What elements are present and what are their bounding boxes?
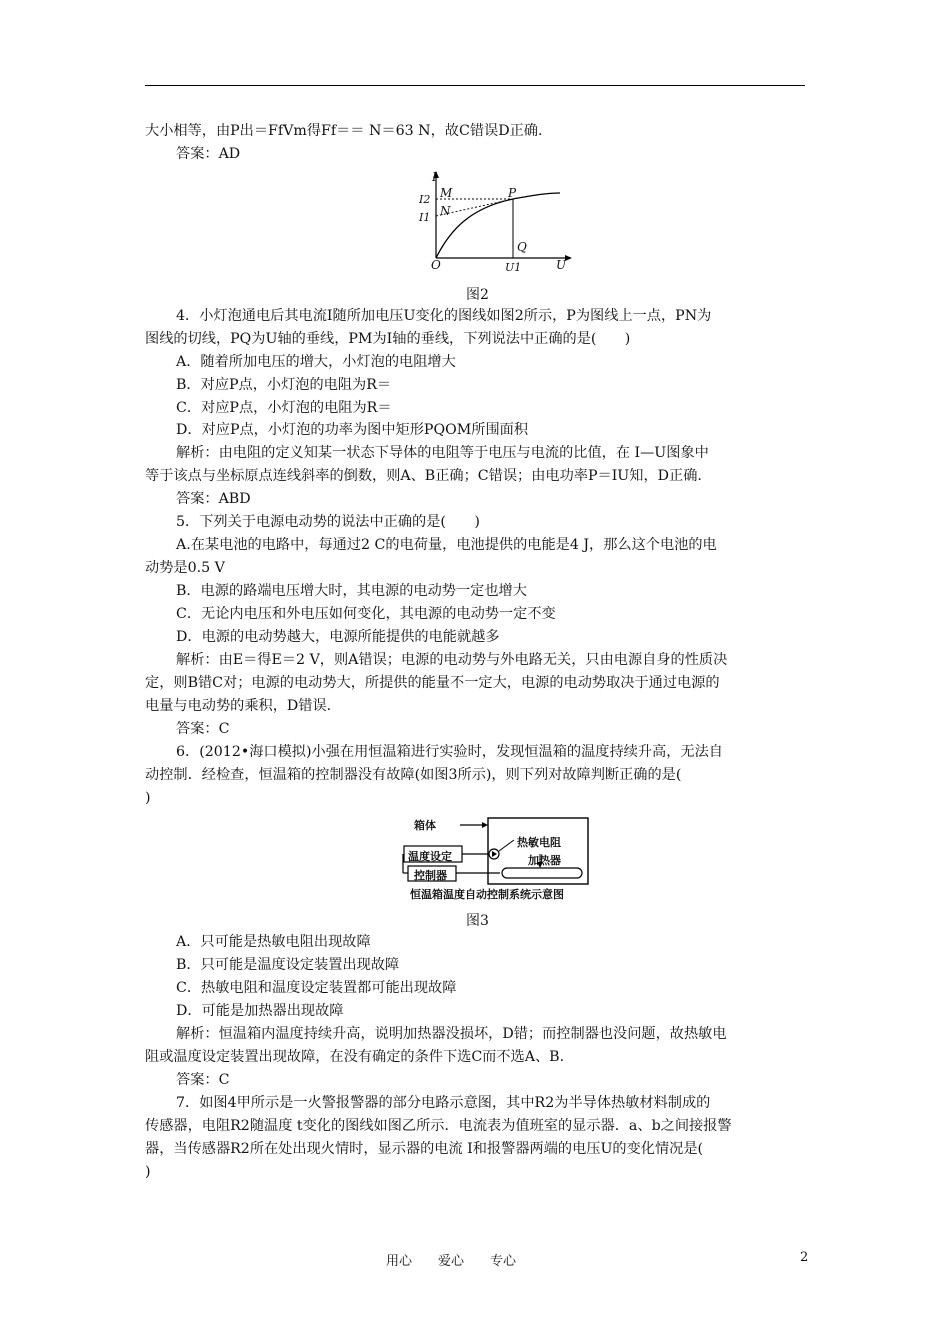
- text-line: D．电源的电动势越大，电源所能提供的电能就越多: [176, 629, 500, 645]
- fig2-label-o: O: [431, 258, 441, 272]
- text-line: 答案：ABD: [176, 491, 251, 507]
- page-number: 2: [800, 1250, 809, 1265]
- text-line: 传感器，电阻R2随温度 t变化的图线如图乙所示．电流表为值班室的显示器．a、b之间接报警: [145, 1118, 732, 1134]
- text-line: 解析：由E＝得E＝2 V，则A错误；电源的电动势与外电路无关，只由电源自身的性质决: [176, 652, 728, 668]
- text-line: C．无论内电压和外电压如何变化，其电源的电动势一定不变: [176, 606, 556, 622]
- header-rule: [145, 85, 805, 86]
- text-line: 答案：AD: [176, 146, 241, 162]
- text-line: A．随着所加电压的增大，小灯泡的电阻增大: [176, 354, 456, 370]
- fig2-label-u: U: [556, 258, 567, 272]
- fig2-label-i1: I1: [419, 211, 431, 224]
- text-line: 解析：恒温箱内温度持续升高，说明加热器没损坏，D错；而控制器也没问题，故热敏电: [176, 1026, 727, 1042]
- text-line: 图线的切线，PQ为U轴的垂线，PM为I轴的垂线，下列说法中正确的是( ): [145, 331, 631, 347]
- fig3-box-label: 箱体: [414, 819, 436, 832]
- text-line: B．对应P点，小灯泡的电阻为R＝: [176, 377, 392, 393]
- text-line: D．可能是加热器出现故障: [176, 1003, 344, 1019]
- text-line: B．电源的路端电压增大时，其电源的电动势一定也增大: [176, 583, 527, 599]
- text-line: C．热敏电阻和温度设定装置都可能出现故障: [176, 980, 457, 996]
- fig2-label-u1: U1: [505, 261, 522, 274]
- fig2-label-n: N: [440, 204, 451, 218]
- fig3-thermistor-label: 热敏电阻: [517, 836, 561, 849]
- text-line: B．只可能是温度设定装置出现故障: [176, 957, 400, 973]
- text-line: 动势是0.5 V: [145, 560, 225, 576]
- text-line: 答案：C: [176, 721, 230, 737]
- text-line: 定，则B错C对；电源的电动势大，所提供的能量不一定大，电源的电动势取决于通过电源的: [145, 675, 720, 691]
- text-line: C．对应P点，小灯泡的电阻为R＝: [176, 400, 392, 416]
- fig2-label-i: I: [432, 170, 437, 184]
- text-line: 动控制．经检查，恒温箱的控制器没有故障(如图3所示)，则下列对故障判断正确的是(: [145, 767, 682, 783]
- text-line: ): [145, 790, 151, 806]
- text-line: 7．如图4甲所示是一火警报警器的部分电路示意图，其中R2为半导体热敏材料制成的: [176, 1095, 711, 1111]
- fig3-controller-label: 控制器: [414, 869, 447, 882]
- figure-2-caption: 图2: [466, 287, 489, 303]
- fig2-label-m: M: [440, 186, 453, 200]
- footer-slogan: 用心 爱心 专心: [386, 1254, 517, 1269]
- fig3-temp-setting-label: 温度设定: [408, 850, 452, 863]
- text-line: 4．小灯泡通电后其电流I随所加电压U变化的图线如图2所示，P为图线上一点，PN为: [176, 308, 712, 324]
- fig2-label-i2: I2: [419, 193, 431, 206]
- fig3-heater-label: 加热器: [528, 854, 561, 867]
- text-line: A.在某电池的电路中，每通过2 C的电荷量，电池提供的电能是4 J，那么这个电池的电: [176, 537, 717, 553]
- fig2-label-p: P: [508, 186, 517, 200]
- figure-3-caption: 图3: [466, 913, 489, 929]
- text-line: 5．下列关于电源电动势的说法中正确的是( ): [176, 514, 480, 530]
- text-line: D．对应P点，小灯泡的功率为图中矩形PQOM所围面积: [176, 422, 529, 438]
- fig2-label-q: Q: [517, 240, 527, 254]
- text-line: 器，当传感器R2所在处出现火情时，显示器的电流 I和报警器两端的电压U的变化情况是(: [145, 1141, 704, 1157]
- text-line: ): [145, 1164, 151, 1180]
- text-line: 大小相等，由P出＝FfVm得Ff＝＝ N＝63 N，故C错误D正确.: [145, 123, 543, 139]
- text-line: 阻或温度设定装置出现故障，在没有确定的条件下选C而不选A、B.: [145, 1049, 565, 1065]
- text-line: 解析：由电阻的定义知某一状态下导体的电阻等于电压与电流的比值，在 I—U图象中: [176, 445, 709, 461]
- text-line: 电量与电动势的乘积，D错误.: [145, 698, 332, 714]
- text-line: 答案：C: [176, 1072, 230, 1088]
- fig3-title: 恒温箱温度自动控制系统示意图: [410, 888, 564, 901]
- text-line: 等于该点与坐标原点连线斜率的倒数，则A、B正确；C错误；由电功率P＝IU知，D正确.: [145, 468, 702, 484]
- text-line: 6．(2012•海口模拟)小强在用恒温箱进行实验时，发现恒温箱的温度持续升高，无法自: [176, 744, 723, 760]
- text-line: A．只可能是热敏电阻出现故障: [176, 934, 371, 950]
